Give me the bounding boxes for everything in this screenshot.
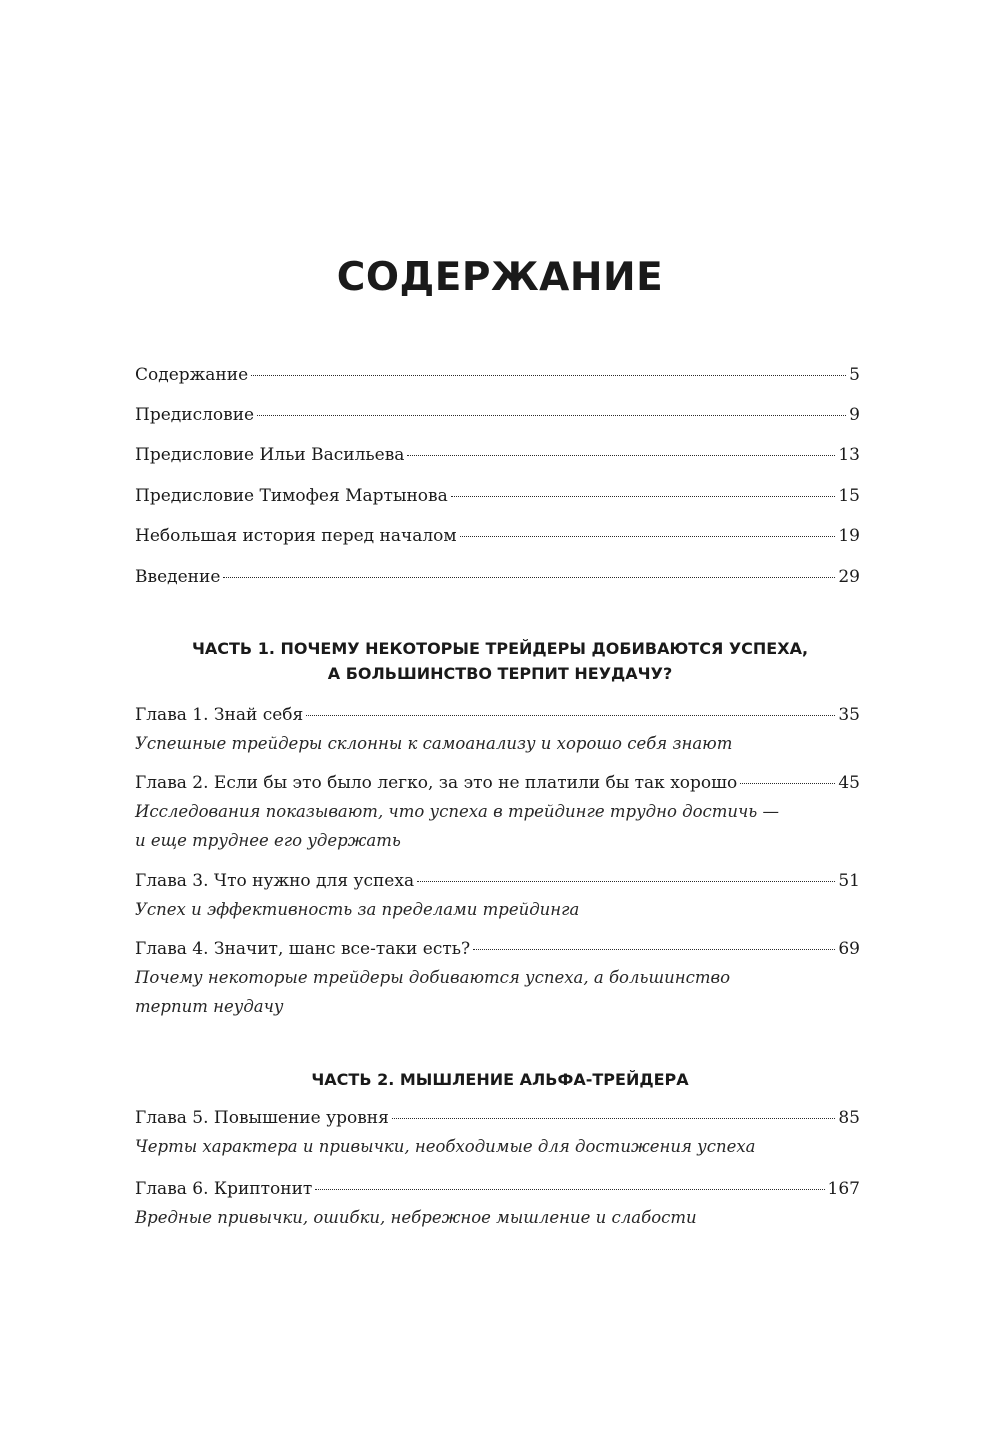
toc-page-number: 15 [838,486,860,506]
toc-page-number: 69 [838,939,860,959]
dot-leader [251,375,846,376]
chapter-4-subtitle-line-1: Почему некоторые трейдеры добиваются успеха, а большинство [135,968,730,987]
part-1-heading-line-1: ЧАСТЬ 1. ПОЧЕМУ НЕКОТОРЫЕ ТРЕЙДЕРЫ ДОБИВАЮТСЯ УСПЕХА, [191,639,809,658]
chapter-2-subtitle-line-2: и еще труднее его удержать [135,831,401,850]
toc-entry-contents[interactable] [135,360,860,390]
toc-page-number: 29 [838,567,860,587]
part-2-heading: ЧАСТЬ 2. МЫШЛЕНИЕ АЛЬФА-ТРЕЙДЕРА [311,1070,689,1089]
dot-leader [740,783,835,784]
toc-entry-label: Глава 2. Если бы это было легко, за это не платили бы так хорошо [135,773,738,793]
dot-leader [306,715,835,716]
toc-entry-label: Небольшая история перед началом [135,526,457,546]
toc-entry-chapter-4[interactable] [135,934,860,964]
toc-entry-preface[interactable] [135,400,860,430]
dot-leader [257,415,846,416]
dot-leader [315,1189,824,1190]
dot-leader [223,577,835,578]
toc-page-number: 13 [838,445,860,465]
chapter-6-subtitle: Вредные привычки, ошибки, небрежное мышление и слабости [135,1208,697,1227]
chapter-4-subtitle-line-2: терпит неудачу [135,997,284,1016]
toc-entry-chapter-1[interactable] [135,700,860,730]
toc-entry-label: Глава 5. Повышение уровня [135,1108,389,1128]
chapter-3-subtitle: Успех и эффективность за пределами трейдинга [135,900,580,919]
chapter-5-subtitle: Черты характера и привычки, необходимые для достижения успеха [135,1137,756,1156]
toc-entry-chapter-3[interactable] [135,866,860,896]
dot-leader [407,455,835,456]
part-1-heading-line-2: А БОЛЬШИНСТВО ТЕРПИТ НЕУДАЧУ? [327,664,673,683]
toc-page-number: 9 [849,405,860,425]
toc-entry-label: Предисловие Ильи Васильева [135,445,405,465]
dot-leader [451,496,836,497]
toc-page-number: 5 [849,365,860,385]
toc-page-number: 35 [838,705,860,725]
toc-entry-preface-vasiliev[interactable] [135,440,860,470]
toc-entry-label: Предисловие Тимофея Мартынова [135,486,448,506]
toc-entry-preface-martynov[interactable] [135,481,860,511]
toc-entry-chapter-5[interactable] [135,1103,860,1133]
dot-leader [417,881,835,882]
dot-leader [460,536,836,537]
toc-page-number: 45 [838,773,860,793]
toc-page-number: 19 [838,526,860,546]
dot-leader [392,1118,836,1119]
toc-page-number: 85 [838,1108,860,1128]
toc-entry-chapter-2[interactable] [135,768,860,798]
dot-leader [473,949,835,950]
toc-entry-label: Глава 6. Криптонит [135,1179,313,1199]
toc-entry-label: Глава 4. Значит, шанс все-таки есть? [135,939,471,959]
toc-entry-chapter-6[interactable] [135,1174,860,1204]
toc-entry-label: Содержание [135,365,249,385]
toc-entry-label: Глава 3. Что нужно для успеха [135,871,415,891]
toc-entry-label: Введение [135,567,221,587]
toc-page-number: 167 [827,1179,860,1199]
chapter-2-subtitle-line-1: Исследования показывают, что успеха в трейдинге трудно достичь — [135,802,780,821]
toc-entry-label: Глава 1. Знай себя [135,705,304,725]
toc-entry-short-story[interactable] [135,521,860,551]
chapter-1-subtitle: Успешные трейдеры склонны к самоанализу и хорошо себя знают [135,734,733,753]
toc-entry-introduction[interactable] [135,562,860,592]
toc-page-number: 51 [838,871,860,891]
toc-entry-label: Предисловие [135,405,255,425]
page-title: СОДЕРЖАНИЕ [336,255,664,300]
